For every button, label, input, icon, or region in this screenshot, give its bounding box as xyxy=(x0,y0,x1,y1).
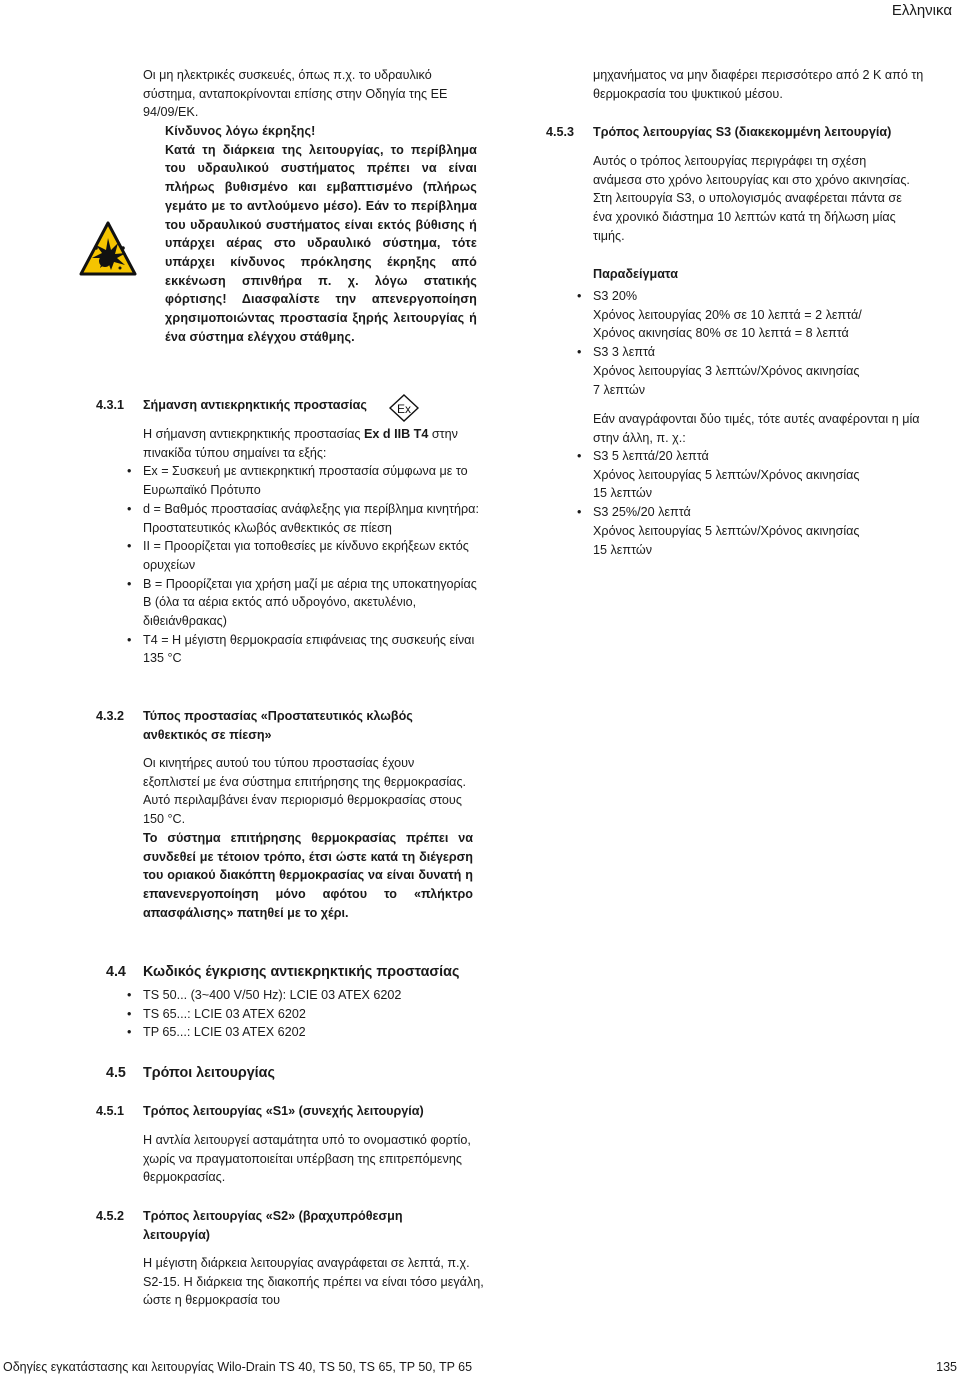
explosion-warning-icon xyxy=(78,220,138,278)
section-number-44: 4.4 xyxy=(106,964,126,980)
list-item: • II = Προορίζεται για τοποθεσίες με κίνδυνο εκρήξεων εκτός ορυχείων xyxy=(143,537,481,574)
list-item: • S3 25%/20 λεπτά Χρόνος λειτουργίας 5 λεπτών/Χρόνος ακινησίας 15 λεπτών xyxy=(593,503,938,559)
section-number-431: 4.3.1 xyxy=(96,398,125,412)
section-431-body: Η σήμανση αντιεκρηκτικής προστασίας Ex d IIB T4 στην πινακίδα τύπου σημαίνει τα εξής: • Ex = Συσκευή με αντιεκρηκτική προστασία σύμφωνα με το Ευρωπαϊκό Πρότυπο • d = Βαθμός προστασίας ανάφλεξης για περίβλημα κινητήρα: Προστατευτικός κλωβός ανθεκτικός σε πίεση • II = Προορίζεται για τοποθεσίες με κίνδυνο εκρήξεων εκτός ορυχείων • B = Προορίζεται για χρήση μαζί με αέρια της υποκατηγορίας B (όλα τα αέρια εκτός από υδρογόνο, ακετυλένιο, διθειάνθρακας) • T4 = Η μέγιστη θερμοκρασία επιφάνειας της συσκευής είναι 135 °C xyxy=(143,425,481,668)
section-title-452: Τρόπος λειτουργίας «S2» (βραχυπρόθεσμη λειτουργία) xyxy=(143,1209,403,1242)
page-number: 135 xyxy=(936,1360,957,1374)
section-title-431: Σήμανση αντιεκρηκτικής προστασίας xyxy=(143,398,367,412)
section-title-432: Τύπος προστασίας «Προστατευτικός κλωβός ανθεκτικός σε πίεση» xyxy=(143,709,413,742)
ex-marking-list xyxy=(143,462,481,668)
language-label: Ελληνικα xyxy=(891,2,952,19)
list-item: • TS 65...: LCIE 03 ATEX 6202 xyxy=(143,1005,481,1024)
section-number-453: 4.5.3 xyxy=(546,125,575,139)
list-item: • TS 50... (3~400 V/50 Hz): LCIE 03 ATEX 6202 xyxy=(143,986,481,1005)
section-453-body: Αυτός ο τρόπος λειτουργίας περιγράφει τη σχέση ανάμεσα στο χρόνο λειτουργίας και στο χρόνο ακινησίας. Στη λειτουργία S3, ο υπολογισμός αναφέρεται πάντα σε ένα χρονικό διάστημα 10 λεπτών κατά τη δήλωση μίας τιμής. xyxy=(593,154,910,243)
list-item: • T4 = Η μέγιστη θερμοκρασία επιφάνειας της συσκευής είναι 135 °C xyxy=(143,631,481,668)
section-number-452: 4.5.2 xyxy=(96,1209,125,1223)
section-452-body: Η μέγιστη διάρκεια λειτουργίας αναγράφεται σε λεπτά, π.χ. S2-15. Η διάρκεια της διακοπής πρέπει να είναι τόσο μεγάλη, ώστε η θερμοκρασία του xyxy=(143,1256,484,1308)
section-title-45: Τρόποι λειτουργίας xyxy=(143,1065,275,1081)
section-number-451: 4.5.1 xyxy=(96,1104,125,1118)
section-432-body: Οι κινητήρες αυτού του τύπου προστασίας έχουν εξοπλιστεί με ένα σύστημα επιτήρησης της θερμοκρασίας. Αυτό περιλαμβάνει έναν περιορισμό θερμοκρασίας στους 150 °C. Το σύστημα επιτήρησης θερμοκρασίας πρέπει να συνδεθεί με τέτοιον τρόπο, έτσι ώστε κατά τη διέγερση του οριακού διακόπτη θερμοκρασίας να είναι δυνατή η επανενεργοποίηση μόνο αφότου το «πλήκτρο απασφάλισης» πατηθεί με το χέρι. xyxy=(143,756,473,920)
section-451-body: Η αντλία λειτουργεί ασταμάτητα υπό το ονομαστικό φορτίο, χωρίς να πραγματοποιείται υπέρβαση της επιτρεπόμενης θερμοκρασίας. xyxy=(143,1133,471,1185)
list-item: • S3 20% Χρόνος λειτουργίας 20% σε 10 λεπτά = 2 λεπτά/ Χρόνος ακινησίας 80% σε 10 λεπτά = 8 λεπτά xyxy=(593,287,938,343)
two-values-paragraph: Εάν αναγράφονται δύο τιμές, τότε αυτές αναφέρονται η μία στην άλλη, π. χ.: xyxy=(593,412,920,445)
svg-text:Ex: Ex xyxy=(396,402,412,416)
ex-symbol-icon xyxy=(388,394,420,422)
list-item: • S3 3 λεπτά Χρόνος λειτουργίας 3 λεπτών/Χρόνος ακινησίας 7 λεπτών xyxy=(593,343,938,399)
footer-title: Οδηγίες εγκατάστασης και λειτουργίας Wilo-Drain TS 40, TS 50, TS 65, TP 50, TP 65 xyxy=(3,1360,473,1374)
list-item: • B = Προορίζεται για χρήση μαζί με αέρια της υποκατηγορίας B (όλα τα αέρια εκτός από υδρογόνο, ακετυλένιο, διθειάνθρακας) xyxy=(143,575,481,631)
explosion-warning: Κίνδυνος λόγω έκρηξης! Κατά τη διάρκεια της λειτουργίας, το περίβλημα του υδραυλικού συστήματος πρέπει να είναι πλήρως βυθισμένο και εμβαπτισμένο (πλήρως γεμάτο με το αντλούμενο μέσο). Εάν το περίβλημα του υδραυλικού συστήματος είναι εκτός βύθισης ή υπάρχει αέρας στο υδραυλικό σύστημα, τότε υπάρχει κίνδυνος πρόκλησης έκρηξης από εκκένωση σπινθήρα π. χ. λόγω στατικής φόρτισης! Διασφαλίστε την απενεργοποίηση χρησιμοποιώντας προστασία ξηρής λειτουργίας ή ένα σύστημα ελέγχου στάθμης. xyxy=(165,124,477,344)
list-item: • S3 5 λεπτά/20 λεπτά Χρόνος λειτουργίας 5 λεπτών/Χρόνος ακινησίας 15 λεπτών xyxy=(593,447,938,503)
section-number-45: 4.5 xyxy=(106,1065,126,1081)
approval-codes xyxy=(143,986,481,1042)
list-item: • Ex = Συσκευή με αντιεκρηκτική προστασία σύμφωνα με το Ευρωπαϊκό Πρότυπο xyxy=(143,462,481,499)
section-title-44: Κωδικός έγκρισης αντιεκρηκτικής προστασίας xyxy=(143,964,460,980)
section-number-432: 4.3.2 xyxy=(96,709,125,723)
examples-title: Παραδείγματα xyxy=(593,267,678,281)
intro-paragraph: Οι μη ηλεκτρικές συσκευές, όπως π.χ. το υδραυλικό σύστημα, ανταποκρίνονται επίσης στην Οδηγία της ΕΕ 94/09/ΕΚ. xyxy=(143,68,448,120)
section-title-453: Τρόπος λειτουργίας S3 (διακεκομμένη λειτουργία) xyxy=(593,125,892,139)
examples-list-a xyxy=(593,287,938,399)
right-continuation: μηχανήματος να μην διαφέρει περισσότερο από 2 K από τη θερμοκρασία του ψυκτικού μέσου. xyxy=(593,68,924,101)
examples-list-b xyxy=(593,447,938,559)
list-item: • TP 65...: LCIE 03 ATEX 6202 xyxy=(143,1023,481,1042)
list-item: • d = Βαθμός προστασίας ανάφλεξης για περίβλημα κινητήρα: Προστατευτικός κλωβός ανθεκτικός σε πίεση xyxy=(143,500,481,537)
section-title-451: Τρόπος λειτουργίας «S1» (συνεχής λειτουργία) xyxy=(143,1104,424,1118)
